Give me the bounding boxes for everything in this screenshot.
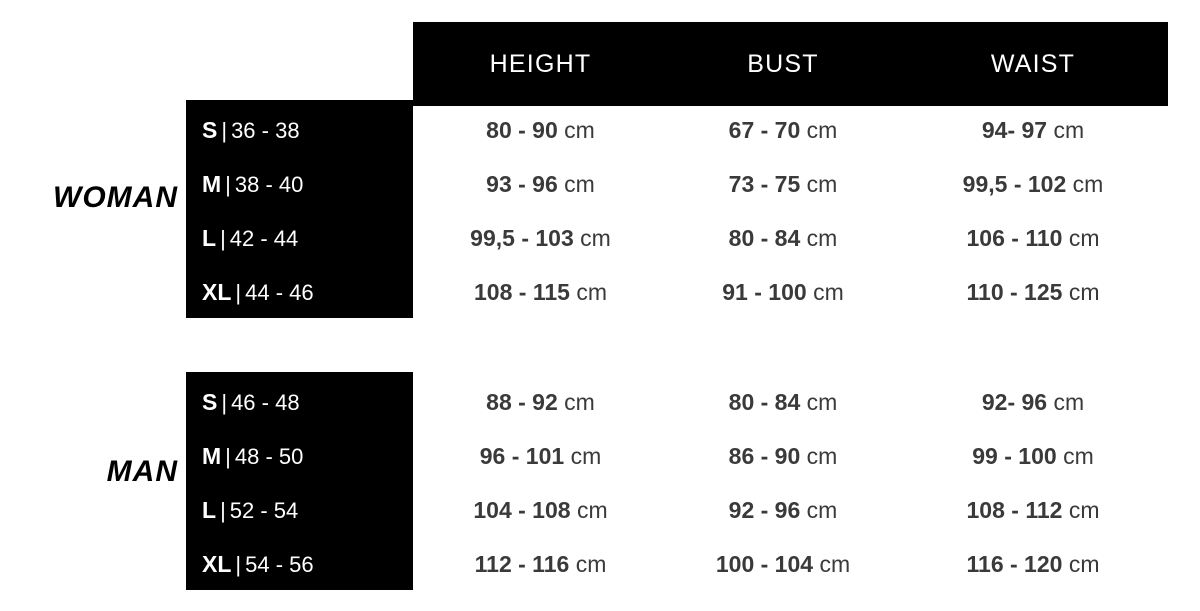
cell-height (413, 375, 668, 429)
cell-waist (898, 429, 1168, 483)
size-cell (186, 537, 413, 591)
cell-bust (668, 103, 898, 157)
unit: cm (1053, 389, 1085, 415)
unit: cm (1068, 279, 1100, 305)
size-range: 36 - 38 (231, 118, 300, 143)
value: 91 - 100 (722, 279, 807, 305)
cell-waist (898, 157, 1168, 211)
size-cell (186, 429, 413, 483)
size-range: 42 - 44 (229, 226, 299, 251)
value: 80 - 84 (728, 225, 801, 251)
cell-bust (668, 157, 898, 211)
cell-height (413, 157, 668, 211)
size-cell (186, 157, 413, 211)
size-code: S (202, 389, 218, 415)
table-row (0, 211, 1200, 265)
size-range: 44 - 46 (245, 280, 314, 305)
cell-bust (668, 537, 898, 591)
cell-height (413, 265, 668, 319)
table-row (0, 483, 1200, 537)
unit: cm (806, 171, 838, 197)
value: 67 - 70 (728, 117, 801, 143)
unit: cm (1053, 117, 1085, 143)
cell-height (413, 211, 668, 265)
value: 96 - 101 (479, 443, 565, 469)
cell-waist (898, 103, 1168, 157)
table-row (0, 537, 1200, 591)
size-code: L (202, 497, 217, 523)
size-cell (186, 103, 413, 157)
value: 94- 97 (981, 117, 1048, 143)
value: 106 - 110 (966, 225, 1063, 251)
table-row (0, 157, 1200, 211)
value: 93 - 96 (486, 171, 558, 197)
cell-waist (898, 211, 1168, 265)
size-code: XL (202, 551, 232, 577)
cell-bust (668, 429, 898, 483)
value: 92- 96 (981, 389, 1048, 415)
size-code: S (202, 117, 218, 143)
unit: cm (570, 443, 602, 469)
size-separator: | (225, 172, 231, 197)
size-separator: | (235, 552, 242, 577)
value: 88 - 92 (486, 389, 558, 415)
unit: cm (806, 443, 838, 469)
size-code: XL (202, 279, 232, 305)
value: 73 - 75 (728, 171, 801, 197)
value: 100 - 104 (715, 551, 814, 577)
column-header-bust: BUST (747, 50, 819, 78)
cell-waist (898, 537, 1168, 591)
table-row (0, 375, 1200, 429)
value: 108 - 112 (966, 497, 1063, 523)
unit: cm (1063, 443, 1094, 469)
value: 80 - 90 (486, 117, 558, 143)
size-range: 54 - 56 (245, 552, 314, 577)
column-header-height: HEIGHT (489, 50, 592, 78)
cell-height (413, 103, 668, 157)
unit: cm (806, 497, 838, 523)
unit: cm (580, 225, 611, 251)
size-range: 48 - 50 (234, 444, 304, 469)
cell-bust (668, 375, 898, 429)
value: 116 - 120 (966, 551, 1063, 577)
unit: cm (1068, 497, 1100, 523)
size-separator: | (225, 444, 231, 469)
unit: cm (575, 551, 607, 577)
cell-waist (898, 265, 1168, 319)
cell-height (413, 429, 668, 483)
cell-waist (898, 375, 1168, 429)
value: 99,5 - 103 (470, 225, 574, 251)
unit: cm (1072, 171, 1104, 197)
unit: cm (576, 497, 608, 523)
group-label-man: MAN (106, 455, 178, 488)
size-separator: | (235, 280, 242, 305)
unit: cm (1068, 551, 1100, 577)
cell-waist (898, 483, 1168, 537)
size-code: M (202, 443, 222, 469)
unit: cm (564, 117, 595, 143)
unit: cm (819, 551, 851, 577)
value: 104 - 108 (473, 497, 571, 523)
value: 92 - 96 (728, 497, 801, 523)
value: 108 - 115 (474, 279, 570, 305)
value: 99,5 - 102 (962, 171, 1067, 197)
unit: cm (806, 389, 838, 415)
cell-bust (668, 483, 898, 537)
cell-bust (668, 265, 898, 319)
unit: cm (806, 225, 838, 251)
size-range: 52 - 54 (229, 498, 299, 523)
value: 86 - 90 (728, 443, 801, 469)
size-separator: | (221, 390, 228, 415)
unit: cm (806, 117, 838, 143)
size-separator: | (220, 498, 226, 523)
value: 99 - 100 (972, 443, 1057, 469)
size-cell (186, 211, 413, 265)
unit: cm (564, 171, 595, 197)
table-row (0, 429, 1200, 483)
value: 80 - 84 (728, 389, 801, 415)
size-separator: | (220, 226, 226, 251)
cell-height (413, 483, 668, 537)
size-separator: | (221, 118, 228, 143)
cell-bust (668, 211, 898, 265)
table-row (0, 265, 1200, 319)
group-label-woman: WOMAN (53, 181, 178, 214)
size-cell (186, 375, 413, 429)
value: 112 - 116 (474, 551, 570, 577)
size-cell (186, 483, 413, 537)
table-row (0, 103, 1200, 157)
unit: cm (564, 389, 595, 415)
cell-height (413, 537, 668, 591)
size-code: M (202, 171, 222, 197)
unit: cm (1068, 225, 1100, 251)
unit: cm (576, 279, 607, 305)
size-range: 46 - 48 (231, 390, 300, 415)
size-code: L (202, 225, 217, 251)
size-cell (186, 265, 413, 319)
size-range: 38 - 40 (234, 172, 304, 197)
value: 110 - 125 (966, 279, 1063, 305)
unit: cm (813, 279, 844, 305)
column-header-waist: WAIST (990, 50, 1076, 78)
